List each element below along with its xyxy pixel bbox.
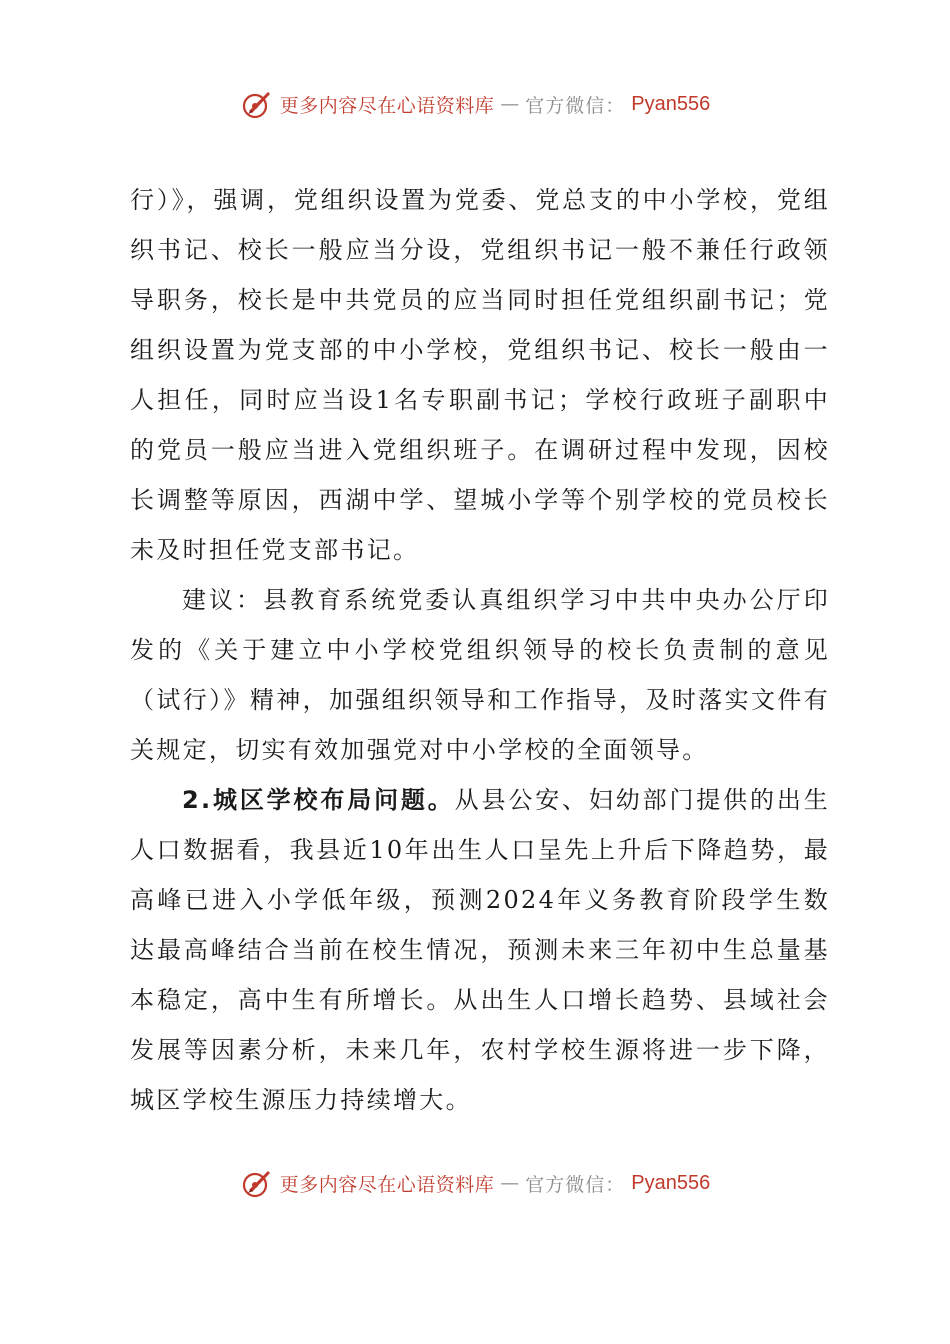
paragraph-continuation: 行）》，强调，党组织设置为党委、党总支的中小学校，党组织书记、校长一般应当分设，党组织书记一般不兼任行政领导职务，校长是中共党员的应当同时担任党组织副书记；党组织设置为党支部的中小学校，党组织书记、校长一般由一人担任，同时应当设1名专职副书记；学校行政班子副职中的党员一般应当进入党组织班子。在调研过程中发现，因校长调整等原因，西湖中学、望城小学等个别学校的党员校长未及时担任党支部书记。 bbox=[130, 186, 830, 564]
paragraph-recommendation: 建议：县教育系统党委认真组织学习中共中央办公厅印发的《关于建立中小学校党组织领导的校长负责制的意见（试行）》精神，加强组织领导和工作指导，及时落实文件有关规定，切实有效加强党对中小学校的全面领导。 bbox=[130, 586, 830, 764]
header-banner bbox=[0, 84, 950, 124]
banner-brand-text: 更多内容尽在心语资料库 bbox=[279, 1173, 495, 1196]
banner-dash: — bbox=[500, 93, 520, 115]
banner-dash: — bbox=[500, 1172, 520, 1194]
paragraph-school-layout bbox=[130, 775, 830, 1125]
banner-brand-text: 更多内容尽在心语资料库 bbox=[279, 94, 495, 117]
banner-wechat-id: Pyan556 bbox=[631, 92, 711, 115]
quill-pen-logo-icon bbox=[240, 1166, 274, 1200]
footer-banner bbox=[0, 1163, 950, 1203]
banner-wechat-id: Pyan556 bbox=[631, 1171, 711, 1194]
banner-official-label: 官方微信： bbox=[525, 1173, 626, 1196]
paragraph-school-layout-body: 从县公安、妇幼部门提供的出生人口数据看，我县近10年出生人口呈先上升后下降趋势，最高峰已进入小学低年级，预测2024年义务教育阶段学生数达最高峰结合当前在校生情况，预测未来三年初中生总量基本稳定，高中生有所增长。从出生人口增长趋势、县域社会发展等因素分析，未来几年，农村学校生源将进一步下降，城区学校生源压力持续增大。 bbox=[130, 786, 831, 1114]
banner-official-label: 官方微信： bbox=[525, 94, 626, 117]
quill-pen-logo-icon bbox=[240, 87, 274, 121]
document-body bbox=[130, 175, 830, 1125]
section-heading-school-layout: 2.城区学校布局问题。 bbox=[182, 786, 455, 814]
